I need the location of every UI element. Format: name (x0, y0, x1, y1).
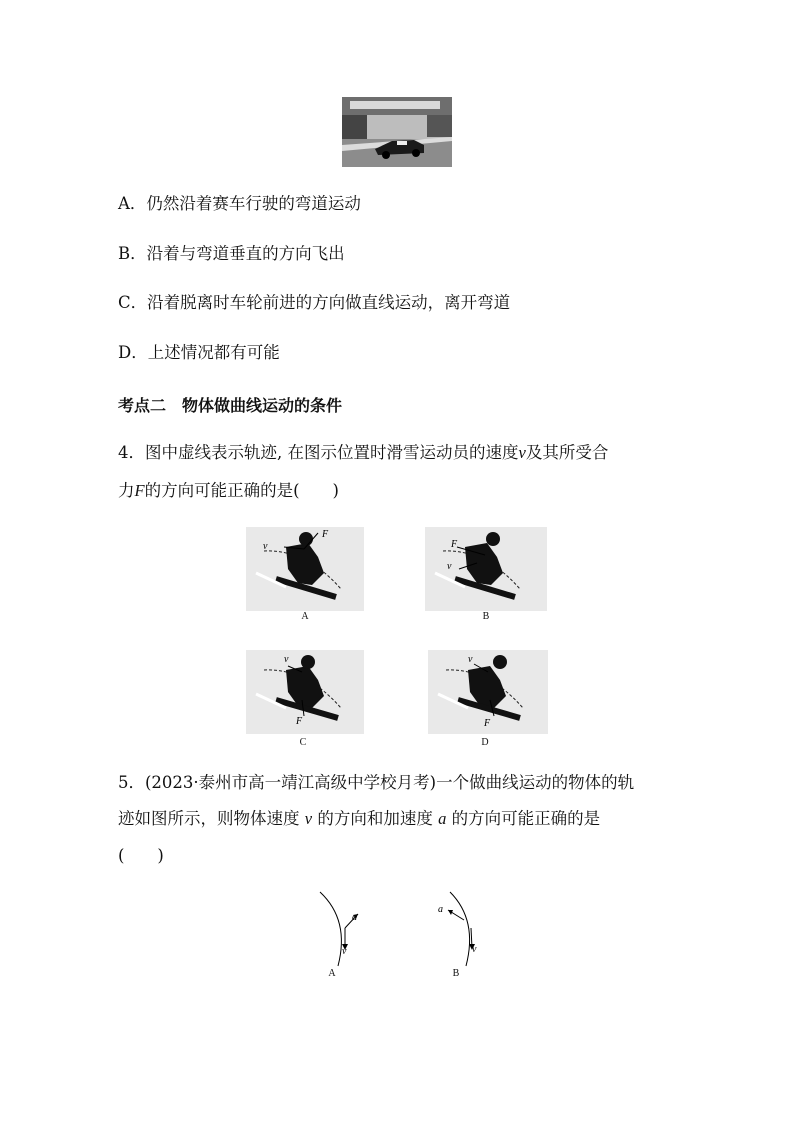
question-5-line-2: 迹如图所示，则物体速度 v 的方向和加速度 a 的方向可能正确的是 (118, 809, 601, 828)
caption-a: A (301, 611, 309, 622)
figure-a-vel-label: v (342, 946, 347, 957)
figure-d-f-label: F (484, 718, 491, 729)
question-4-line-2: 力F的方向可能正确的是( ) (118, 481, 339, 500)
trajectory-caption-a: A (328, 968, 336, 979)
snowboard-figure-b (425, 527, 547, 611)
figure-a-f-label: F (322, 529, 329, 540)
figure-a-accel-label: a (352, 912, 357, 923)
figure-b-accel-label: a (438, 904, 443, 915)
question-5-line-1: 5．(2023·泰州市高一靖江高级中学校月考)一个做曲线运动的物体的轨 (118, 773, 635, 792)
trajectory-figure-a (312, 890, 372, 970)
figure-b-v-label: v (447, 561, 452, 572)
section-heading: 考点二 物体做曲线运动的条件 (118, 396, 343, 415)
question-4-line-1: 4．图中虚线表示轨迹, 在图示位置时滑雪运动员的速度v及其所受合 (118, 443, 609, 462)
option-a: A．仍然沿着赛车行驶的弯道运动 (118, 194, 361, 213)
question-5-line-3: ( ) (118, 846, 164, 865)
figure-c-v-label: v (284, 654, 289, 665)
snowboard-figure-a (246, 527, 364, 611)
trajectory-caption-b: B (452, 968, 460, 979)
caption-d: D (481, 737, 489, 748)
race-car-photo (342, 97, 452, 167)
caption-c: C (299, 737, 307, 748)
option-b: B．沿着与弯道垂直的方向飞出 (118, 244, 345, 263)
figure-b-f-label: F (451, 539, 458, 550)
option-c: C．沿着脱离时车轮前进的方向做直线运动，离开弯道 (118, 293, 511, 312)
caption-b: B (482, 611, 490, 622)
figure-b-vel-label: v (472, 944, 477, 955)
figure-a-v-label: v (263, 541, 268, 552)
snowboard-figure-c (246, 650, 364, 734)
figure-d-v-label: v (468, 654, 473, 665)
trajectory-figure-b (434, 890, 494, 970)
option-d: D．上述情况都有可能 (118, 343, 280, 362)
figure-c-f-label: F (296, 716, 303, 727)
snowboard-figure-d (428, 650, 548, 734)
